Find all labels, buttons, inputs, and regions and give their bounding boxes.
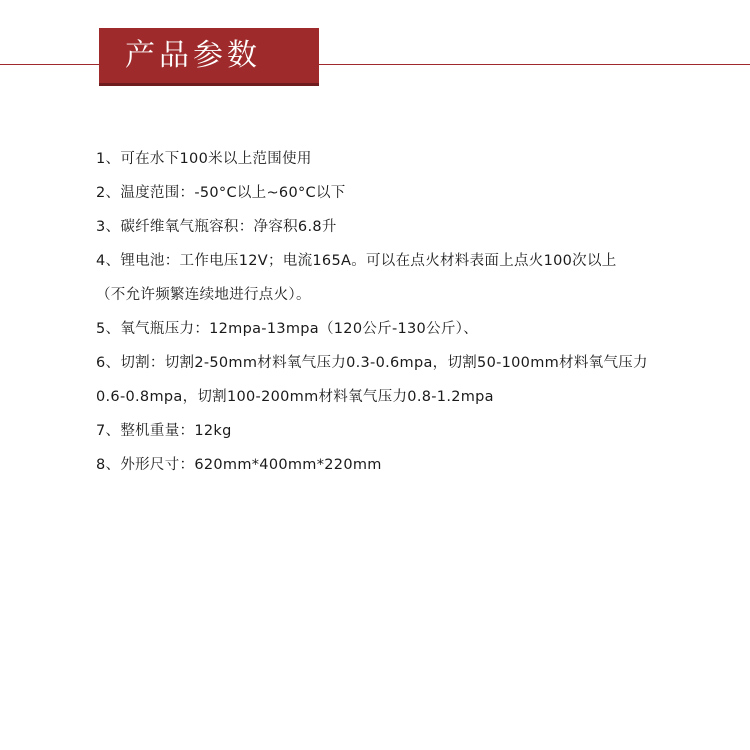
spec-item-dimensions: 8、外形尺寸：620mm*400mm*220mm <box>96 457 382 473</box>
spec-item-weight: 7、整机重量：12kg <box>96 423 232 439</box>
spec-item-depth: 1、可在水下100米以上范围使用 <box>96 151 312 167</box>
spec-item-cutting: 6、切割：切割2-50mm材料氧气压力0.3-0.6mpa，切割50-100mm材料氧气压力 <box>96 355 648 371</box>
spec-item-cylinder-volume: 3、碳纤维氧气瓶容积：净容积6.8升 <box>96 219 337 235</box>
spec-item-battery: 4、锂电池：工作电压12V；电流165A。可以在点火材料表面上点火100次以上 <box>96 253 617 269</box>
spec-item-battery-note: （不允许频繁连续地进行点火）。 <box>96 287 311 303</box>
section-title: 产品参数 <box>125 38 261 73</box>
section-header <box>99 28 319 86</box>
spec-item-cylinder-pressure: 5、氧气瓶压力：12mpa-13mpa（120公斤-130公斤）、 <box>96 321 479 337</box>
spec-item-cutting-continued: 0.6-0.8mpa，切割100-200mm材料氧气压力0.8-1.2mpa <box>96 389 494 405</box>
spec-item-temperature: 2、温度范围：-50°C以上~60°C以下 <box>96 185 346 201</box>
spec-list <box>96 146 716 486</box>
